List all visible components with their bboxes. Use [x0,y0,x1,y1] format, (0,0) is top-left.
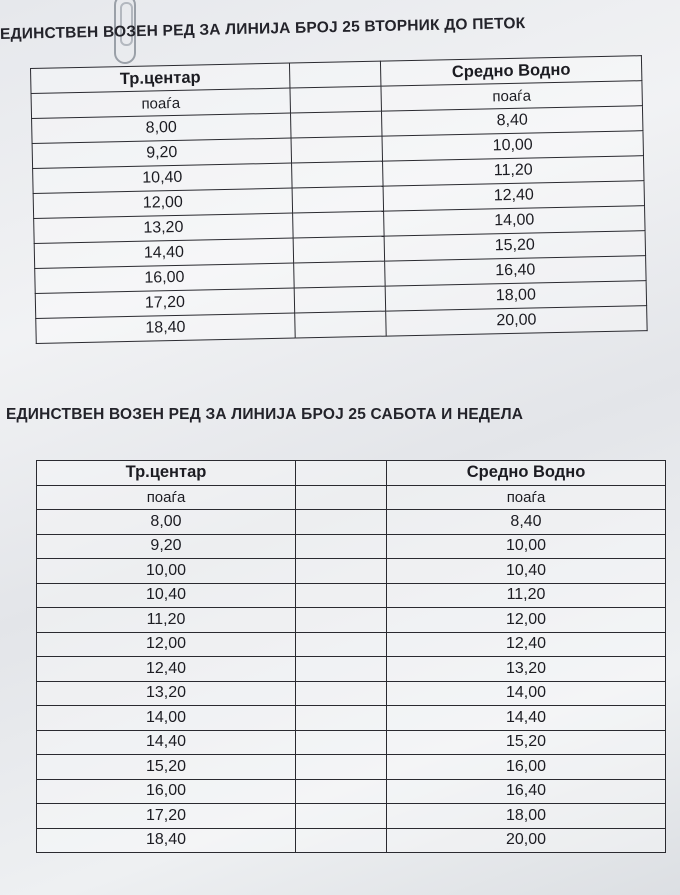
departure-time-sredno-vodno: 15,20 [384,231,645,261]
empty-cell [296,730,387,755]
table-header-row [37,461,666,486]
departure-time-centar: 8,00 [37,510,296,535]
weekend-schedule-table [36,460,666,853]
departure-time-sredno-vodno: 10,40 [387,559,666,584]
empty-cell [294,286,386,313]
departure-time-sredno-vodno: 16,40 [387,779,666,804]
table-row [37,632,666,657]
departure-time-sredno-vodno: 16,40 [385,256,646,286]
subheader-blank [290,86,382,113]
empty-cell [293,236,385,263]
empty-cell [291,111,383,138]
departure-time-centar: 12,00 [37,632,296,657]
column-header-origin: Тр.центар [37,461,296,486]
departure-time-sredno-vodno: 8,40 [381,106,642,136]
table-row [37,657,666,682]
departure-time-centar: 10,40 [37,583,296,608]
departure-time-sredno-vodno: 20,00 [386,306,647,336]
departure-time-centar: 14,00 [37,706,296,731]
column-header-destination: Средно Водно [387,461,666,486]
table-row [37,706,666,731]
departure-time-centar: 12,40 [37,657,296,682]
empty-cell [296,632,387,657]
table-row [37,804,666,829]
empty-cell [296,559,387,584]
column-header-blank [296,461,387,486]
departure-time-sredno-vodno: 10,00 [387,534,666,559]
departure-time-sredno-vodno: 16,00 [387,755,666,780]
departure-time-centar: 13,20 [34,213,293,243]
departure-time-sredno-vodno: 14,40 [387,706,666,731]
departure-time-sredno-vodno: 11,20 [387,583,666,608]
table-row [37,608,666,633]
departure-time-sredno-vodno: 20,00 [387,828,666,853]
departure-time-centar: 17,20 [37,804,296,829]
departure-time-sredno-vodno: 12,00 [387,608,666,633]
departure-time-sredno-vodno: 13,20 [387,657,666,682]
empty-cell [292,186,384,213]
table-row [37,510,666,535]
departure-time-sredno-vodno: 14,00 [384,206,645,236]
departure-time-sredno-vodno: 11,20 [383,156,644,186]
departure-time-centar: 14,40 [34,238,293,268]
empty-cell [295,311,387,338]
column-header-blank [289,61,381,88]
departure-time-sredno-vodno: 12,40 [383,181,644,211]
departure-time-centar: 18,40 [37,828,296,853]
column-header-origin: Тр.центар [31,63,290,93]
departure-time-centar: 14,40 [37,730,296,755]
subheader-departs-destination: поаѓа [381,81,642,111]
empty-cell [296,608,387,633]
departure-time-centar: 12,00 [33,188,292,218]
empty-cell [291,136,383,163]
empty-cell [296,828,387,853]
empty-cell [293,211,385,238]
departure-time-centar: 18,40 [36,313,295,343]
departure-time-centar: 9,20 [37,534,296,559]
departure-time-sredno-vodno: 15,20 [387,730,666,755]
subheader-blank [296,485,387,510]
empty-cell [294,261,386,288]
subheader-departs-origin: поаѓа [37,485,296,510]
departure-time-centar: 16,00 [37,779,296,804]
departure-time-centar: 15,20 [37,755,296,780]
departure-time-centar: 10,40 [33,163,292,193]
table-row [37,559,666,584]
empty-cell [296,706,387,731]
departure-time-centar: 8,00 [32,113,291,143]
table-row [37,730,666,755]
weekday-schedule-title: ЕДИНСТВЕН ВОЗЕН РЕД ЗА ЛИНИЈА БРОЈ 25 ВТОРНИК ДО ПЕТОК [0,14,526,43]
departure-time-centar: 9,20 [32,138,291,168]
empty-cell [292,161,384,188]
empty-cell [296,510,387,535]
weekday-schedule-table [30,55,648,344]
empty-cell [296,755,387,780]
departure-time-centar: 17,20 [35,288,294,318]
departure-time-centar: 16,00 [35,263,294,293]
table-row [37,828,666,853]
empty-cell [296,583,387,608]
empty-cell [296,534,387,559]
empty-cell [296,779,387,804]
table-row [37,583,666,608]
empty-cell [296,681,387,706]
departure-time-sredno-vodno: 10,00 [382,131,643,161]
table-subheader-row [37,485,666,510]
table-row [37,534,666,559]
departure-time-centar: 10,00 [37,559,296,584]
empty-cell [296,657,387,682]
departure-time-sredno-vodno: 18,00 [385,281,646,311]
departure-time-sredno-vodno: 14,00 [387,681,666,706]
table-row [37,755,666,780]
departure-time-sredno-vodno: 12,40 [387,632,666,657]
departure-time-centar: 13,20 [37,681,296,706]
subheader-departs-origin: поаѓа [31,88,290,118]
departure-time-sredno-vodno: 8,40 [387,510,666,535]
weekend-schedule-title: ЕДИНСТВЕН ВОЗЕН РЕД ЗА ЛИНИЈА БРОЈ 25 САБОТА И НЕДЕЛА [6,406,524,423]
table-row [37,681,666,706]
column-header-destination: Средно Водно [380,56,641,86]
departure-time-centar: 11,20 [37,608,296,633]
empty-cell [296,804,387,829]
table-row [37,779,666,804]
departure-time-sredno-vodno: 18,00 [387,804,666,829]
subheader-departs-destination: поаѓа [387,485,666,510]
